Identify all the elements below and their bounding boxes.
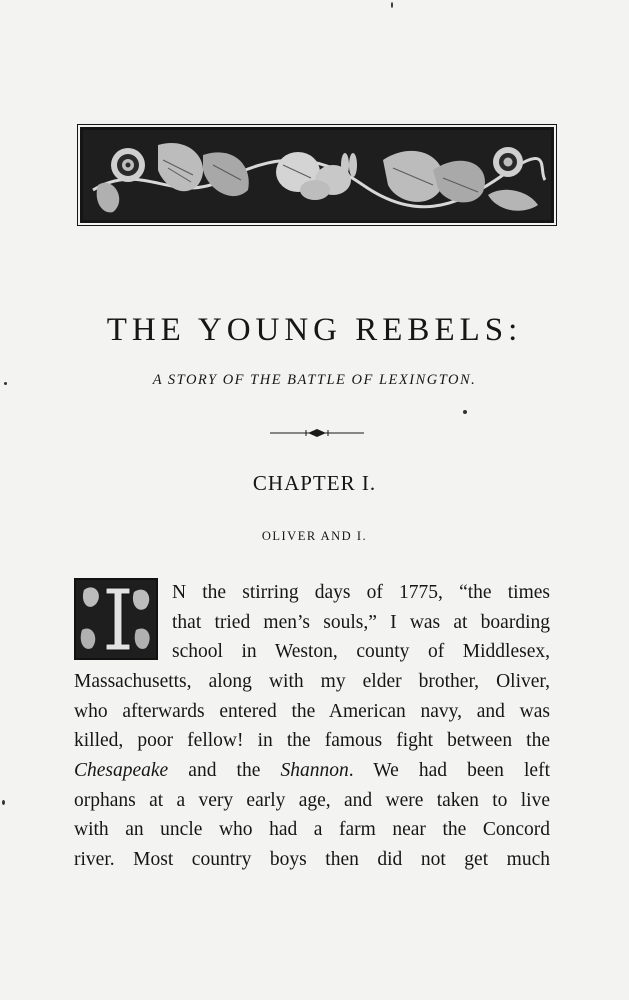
chapter-heading: CHAPTER I. — [252, 471, 377, 495]
paper-speck — [391, 2, 393, 8]
paper-speck — [4, 382, 7, 385]
book-subtitle: A STORY OF THE BATTLE OF LEXINGTON. — [152, 372, 477, 388]
text-line: Massachusetts, along with my elder brother, Oliver, — [74, 671, 550, 692]
text-line: that tried men’s souls,” I was at boarding — [172, 612, 550, 633]
ship-name-shannon: Shannon — [280, 760, 349, 781]
text-line: orphans at a very early age, and were taken to live — [74, 790, 550, 811]
section-heading: OLIVER AND I. — [261, 529, 368, 543]
text-line: with an uncle who had a farm near the Concord — [74, 819, 550, 840]
paper-speck — [463, 410, 467, 414]
ship-name-chesapeake: Chesapeake — [74, 760, 169, 781]
text-line: who afterwards entered the American navy, and was — [74, 701, 550, 722]
paper-speck — [2, 800, 5, 805]
text-line: school in Weston, county of Middlesex, — [172, 641, 550, 662]
text-fragment: and the — [168, 760, 281, 781]
book-title: THE YOUNG REBELS: — [106, 312, 523, 348]
text-line: killed, poor fellow! in the famous fight between the — [74, 730, 550, 751]
ornamental-rule — [270, 426, 364, 440]
text-line: river. Most country boys then did not get much — [74, 849, 550, 870]
text-line: N the stirring days of 1775, “the times — [172, 582, 550, 603]
text-fragment: . We had been left — [348, 760, 550, 781]
text-line — [74, 761, 550, 781]
decorated-drop-cap — [74, 578, 158, 660]
decorative-headpiece-illustration — [80, 127, 554, 223]
